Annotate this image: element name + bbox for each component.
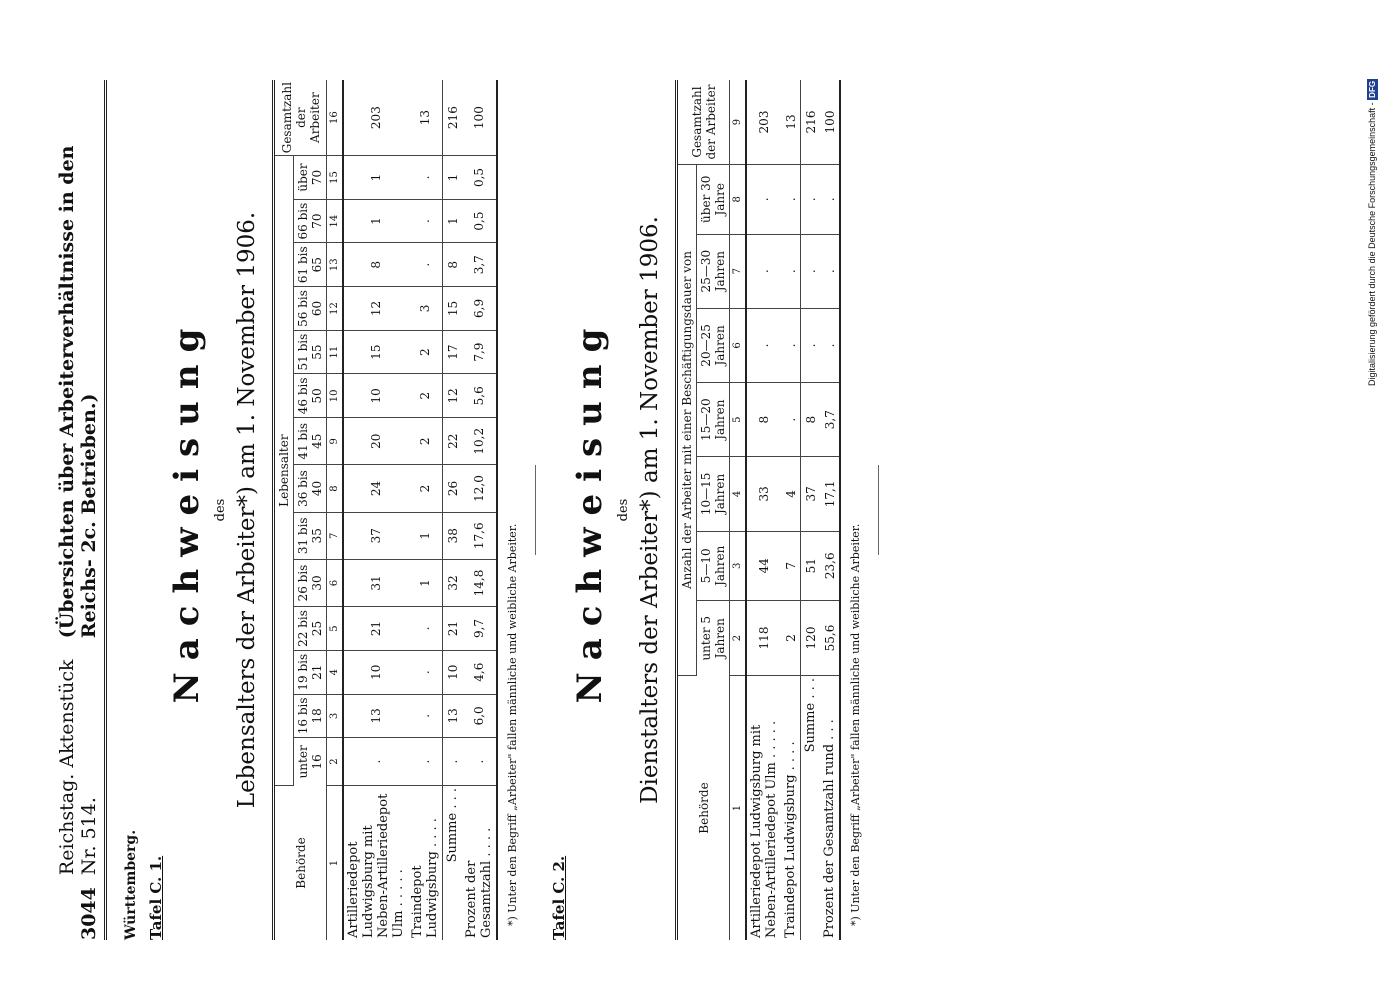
cell: 203 xyxy=(343,80,408,156)
cell: 13 xyxy=(443,694,463,738)
cell: 2 xyxy=(408,330,443,374)
t2-col-number: 4 xyxy=(730,457,747,531)
cell: 100 xyxy=(820,80,840,165)
table2 xyxy=(675,80,841,940)
cell: . xyxy=(443,738,463,786)
cell: 1 xyxy=(443,156,463,199)
row-label: Traindepot Ludwigsburg . . . . xyxy=(410,818,440,938)
table-row xyxy=(462,80,497,940)
row-label: Artilleriedepot Ludwigsburg mit Neben-Artilleriedepot Ulm . . . . . xyxy=(346,793,406,938)
table2-heading-sub: Dienstalters der Arbeiter*) am 1. November 1906. xyxy=(637,216,663,804)
table-row xyxy=(820,80,840,940)
cell: 31 xyxy=(343,559,408,606)
cell: 9,7 xyxy=(462,607,497,651)
cell: 2 xyxy=(408,465,443,512)
table1 xyxy=(272,80,498,940)
table2-heading-des: des xyxy=(616,498,631,522)
cell: 12 xyxy=(343,287,408,331)
t2-col-number: 3 xyxy=(730,531,747,600)
row-label: Summe . . . xyxy=(801,676,821,941)
header-source: Reichstag. Aktenstück Nr. 514. xyxy=(56,659,100,876)
t1-col-number: 15 xyxy=(327,156,344,199)
t1-age-col: 46 bis 50 xyxy=(294,374,327,418)
t1-age-col: 41 bis 45 xyxy=(294,418,327,465)
page-number: 3044 xyxy=(78,887,100,940)
cell: . xyxy=(820,165,840,235)
t2-dur-col: 25—30 Jahren xyxy=(697,234,730,308)
table-row xyxy=(746,80,781,940)
t2-dur-col: über 30 Jahre xyxy=(697,165,730,235)
t1-age-col: 36 bis 40 xyxy=(294,465,327,512)
cell: 1 xyxy=(343,156,408,199)
table-row xyxy=(408,80,443,940)
t1-col-number: 9 xyxy=(327,418,344,465)
cell: 10 xyxy=(443,650,463,694)
cell: 5,6 xyxy=(462,374,497,418)
cell: . xyxy=(820,234,840,308)
t1-age-col: 56 bis 60 xyxy=(294,287,327,331)
t2-col-group: Anzahl der Arbeiter mit einer Beschäftigungsdauer von xyxy=(677,165,697,676)
cell: 100 xyxy=(462,80,497,156)
cell: 8 xyxy=(443,243,463,287)
table1-label: Tafel C. 1. xyxy=(147,855,165,940)
row-label: Artilleriedepot Ludwigsburg mit Neben-Artilleriedepot Ulm . . . . . xyxy=(749,720,779,938)
cell: 15 xyxy=(343,330,408,374)
table1-heading-main: Nachweisung xyxy=(167,316,207,704)
cell: 21 xyxy=(343,607,408,651)
t2-col-number: 5 xyxy=(730,383,747,457)
cell: 203 xyxy=(746,80,781,165)
t1-col-number: 5 xyxy=(327,607,344,651)
t1-col-total: Gesamtzahl der Arbeiter xyxy=(274,80,327,156)
cell: 7 xyxy=(781,531,801,600)
t1-col-number: 8 xyxy=(327,465,344,512)
t1-age-col: 51 bis 55 xyxy=(294,330,327,374)
cell: 216 xyxy=(443,80,463,156)
cell: . xyxy=(343,738,408,786)
cell: 55,6 xyxy=(820,601,840,676)
cell: 4 xyxy=(781,457,801,531)
t1-age-col: 61 bis 65 xyxy=(294,243,327,287)
cell: 15 xyxy=(443,287,463,331)
cell: 13 xyxy=(781,80,801,165)
table2-label: Tafel C. 2. xyxy=(550,855,568,940)
table-row xyxy=(801,80,821,940)
t1-col-number: 16 xyxy=(327,80,344,156)
cell: 1 xyxy=(408,559,443,606)
cell: . xyxy=(462,738,497,786)
cell: 44 xyxy=(746,531,781,600)
cell: 33 xyxy=(746,457,781,531)
cell: . xyxy=(408,607,443,651)
cell: . xyxy=(801,165,821,235)
cell: . xyxy=(781,308,801,382)
cell: 17,6 xyxy=(462,512,497,559)
t1-age-col: 22 bis 25 xyxy=(294,607,327,651)
t1-col-number: 3 xyxy=(327,694,344,738)
t1-age-col: über 70 xyxy=(294,156,327,199)
cell: 13 xyxy=(343,694,408,738)
cell: . xyxy=(408,694,443,738)
t2-dur-col: 10—15 Jahren xyxy=(697,457,730,531)
separator-line xyxy=(878,465,879,555)
cell: 8 xyxy=(343,243,408,287)
cell: 2 xyxy=(408,418,443,465)
t1-col-number: 2 xyxy=(327,738,344,786)
region-label: Württemberg. xyxy=(123,829,139,940)
cell: . xyxy=(746,308,781,382)
row-label: Summe . . . xyxy=(443,786,463,941)
cell: 0,5 xyxy=(462,199,497,243)
table-row xyxy=(443,80,463,940)
cell: 1 xyxy=(443,199,463,243)
t1-col-behoerde: Behörde xyxy=(274,786,327,941)
separator-line xyxy=(535,465,536,555)
t1-col-number: 12 xyxy=(327,287,344,331)
cell: 10 xyxy=(343,374,408,418)
cell: 17,1 xyxy=(820,457,840,531)
cell: 8 xyxy=(746,383,781,457)
t1-col-number: 10 xyxy=(327,374,344,418)
cell: 51 xyxy=(801,531,821,600)
cell: 13 xyxy=(408,80,443,156)
row-label: Traindepot Ludwigsburg . . . . xyxy=(783,741,798,938)
cell: . xyxy=(781,234,801,308)
cell: 216 xyxy=(801,80,821,165)
t2-col-number: 1 xyxy=(730,676,747,941)
t1-col-number: 11 xyxy=(327,330,344,374)
cell: . xyxy=(408,243,443,287)
t2-col-number: 6 xyxy=(730,308,747,382)
cell: 4,6 xyxy=(462,650,497,694)
cell: . xyxy=(746,165,781,235)
t1-col-number: 6 xyxy=(327,559,344,606)
cell: 2 xyxy=(781,601,801,676)
cell: 6,9 xyxy=(462,287,497,331)
cell: . xyxy=(408,650,443,694)
row-label: Prozent der Gesamtzahl rund . . . xyxy=(822,719,837,938)
dfg-sidebar-text xyxy=(1361,6,1383,386)
cell: 3 xyxy=(408,287,443,331)
dfg-text: Digitalisierung gefördert durch die Deutsche Forschungsgemeinschaft - xyxy=(1367,102,1377,386)
cell: 17 xyxy=(443,330,463,374)
cell: 32 xyxy=(443,559,463,606)
header-title: (Übersichten über Arbeiterverhältnisse in den Reichs- 2c. Betrieben.) xyxy=(56,145,100,639)
t1-col-number: 1 xyxy=(327,786,344,941)
table1-heading-des: des xyxy=(213,498,228,522)
row-label: Prozent der Gesamtzahl . . . . xyxy=(464,827,494,938)
t2-dur-col: 5—10 Jahren xyxy=(697,531,730,600)
t1-age-col: 26 bis 30 xyxy=(294,559,327,606)
t1-col-number: 4 xyxy=(327,650,344,694)
dfg-sidebar xyxy=(1361,6,1383,386)
cell: 38 xyxy=(443,512,463,559)
t1-age-col: unter 16 xyxy=(294,738,327,786)
cell: 120 xyxy=(801,601,821,676)
cell: 37 xyxy=(801,457,821,531)
cell: 0,5 xyxy=(462,156,497,199)
cell: . xyxy=(408,156,443,199)
table1-footnote: *) Unter den Begriff „Arbeiter" fallen männliche und weibliche Arbeiter. xyxy=(506,523,519,926)
table-row xyxy=(781,80,801,940)
t2-col-number: 7 xyxy=(730,234,747,308)
table2-heading xyxy=(570,80,663,940)
t1-col-number: 13 xyxy=(327,243,344,287)
t1-col-number: 7 xyxy=(327,512,344,559)
page-header xyxy=(56,80,107,940)
table1-heading xyxy=(167,80,260,940)
cell: 8 xyxy=(801,383,821,457)
t2-dur-col: 20—25 Jahren xyxy=(697,308,730,382)
t2-col-number: 8 xyxy=(730,165,747,235)
cell: . xyxy=(746,234,781,308)
cell: . xyxy=(820,308,840,382)
t2-col-number: 2 xyxy=(730,601,747,676)
cell: 14,8 xyxy=(462,559,497,606)
t2-dur-col: 15—20 Jahren xyxy=(697,383,730,457)
cell: 21 xyxy=(443,607,463,651)
cell: 20 xyxy=(343,418,408,465)
cell: . xyxy=(781,383,801,457)
t2-col-total: Gesamtzahl der Arbeiter xyxy=(677,80,730,165)
cell: 3,7 xyxy=(462,243,497,287)
cell: 22 xyxy=(443,418,463,465)
cell: 3,7 xyxy=(820,383,840,457)
page-content xyxy=(56,80,879,940)
cell: . xyxy=(408,738,443,786)
t1-age-col: 31 bis 35 xyxy=(294,512,327,559)
cell: 7,9 xyxy=(462,330,497,374)
table1-heading-sub: Lebensalters der Arbeiter*) am 1. November 1906. xyxy=(234,211,260,809)
cell: 6,0 xyxy=(462,694,497,738)
cell: 23,6 xyxy=(820,531,840,600)
cell: . xyxy=(781,165,801,235)
cell: 1 xyxy=(343,199,408,243)
table-row xyxy=(343,80,408,940)
t2-col-behoerde: Behörde xyxy=(677,676,730,941)
t1-age-col: 66 bis 70 xyxy=(294,199,327,243)
t1-col-number: 14 xyxy=(327,199,344,243)
cell: 2 xyxy=(408,374,443,418)
cell: . xyxy=(408,199,443,243)
cell: 10,2 xyxy=(462,418,497,465)
cell: . xyxy=(801,234,821,308)
t1-age-col: 16 bis 18 xyxy=(294,694,327,738)
cell: 37 xyxy=(343,512,408,559)
t1-age-col: 19 bis 21 xyxy=(294,650,327,694)
cell: 118 xyxy=(746,601,781,676)
cell: 12 xyxy=(443,374,463,418)
t1-col-group: Lebensalter xyxy=(274,156,294,786)
table2-footnote: *) Unter den Begriff „Arbeiter" fallen männliche und weibliche Arbeiter. xyxy=(849,523,862,926)
cell: 24 xyxy=(343,465,408,512)
dfg-logo: DFG xyxy=(1368,80,1377,98)
cell: 10 xyxy=(343,650,408,694)
cell: . xyxy=(801,308,821,382)
cell: 12,0 xyxy=(462,465,497,512)
t2-dur-col: unter 5 Jahren xyxy=(697,601,730,676)
table2-heading-main: Nachweisung xyxy=(570,316,610,704)
cell: 1 xyxy=(408,512,443,559)
cell: 26 xyxy=(443,465,463,512)
t2-col-number: 9 xyxy=(730,80,747,165)
